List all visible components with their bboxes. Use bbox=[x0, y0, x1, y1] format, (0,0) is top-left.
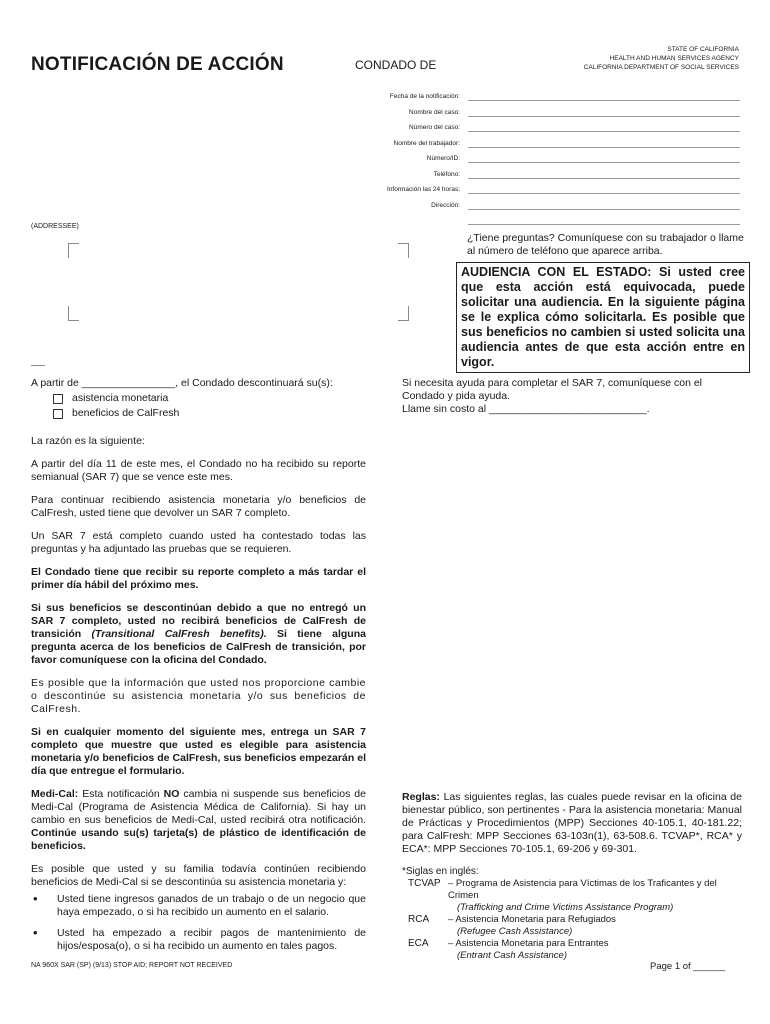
text-run: cambia ni suspende sus beneficios de Medi-Cal (Programa de Asistencia Médica de California). Si hay un cambio en sus beneficios de Medi-Cal, usted recibirá otra notificación. bbox=[31, 788, 366, 826]
field-24h-info[interactable] bbox=[300, 183, 740, 197]
agency-line: STATE OF CALIFORNIA bbox=[667, 46, 739, 53]
field-worker-name[interactable] bbox=[300, 137, 740, 151]
corner-mark bbox=[398, 306, 409, 321]
text-run: (Refugee Cash Assistance) bbox=[457, 926, 573, 937]
notice-title: NOTIFICACIÓN DE ACCIÓN bbox=[31, 54, 284, 75]
acronym-row bbox=[402, 878, 747, 914]
field-address[interactable] bbox=[300, 199, 740, 213]
county-label: CONDADO DE bbox=[355, 58, 437, 72]
checkbox-label: asistencia monetaria bbox=[72, 392, 169, 404]
agency-line: CALIFORNIA DEPARTMENT OF SOCIAL SERVICES bbox=[583, 64, 739, 71]
acronym-row bbox=[402, 914, 747, 938]
checkbox-label: beneficios de CalFresh bbox=[72, 407, 180, 419]
call-text: Llame sin costo al ___________________________. bbox=[402, 403, 650, 415]
paragraph-bold bbox=[31, 602, 366, 667]
text-run: (Entrant Cash Assistance) bbox=[457, 950, 567, 961]
paragraph-bold: Si en cualquier momento del siguiente mes, entrega un SAR 7 completo que muestre que usted es elegible para asistencia monetaria y/o beneficios de CalFresh, sus beneficios empezarán el día que entregue el formulario. bbox=[31, 726, 366, 777]
acronym-code: RCA bbox=[408, 914, 430, 925]
reason-heading: La razón es la siguiente: bbox=[31, 435, 145, 447]
discontinue-intro: A partir de ________________, el Condado descontinuará su(s): bbox=[31, 377, 333, 389]
text-run: Continúe usando su(s) tarjeta(s) de plástico de identificación de beneficios. bbox=[31, 827, 366, 852]
agency-line: HEALTH AND HUMAN SERVICES AGENCY bbox=[609, 55, 739, 62]
field-line bbox=[468, 131, 740, 132]
acronym-desc bbox=[448, 914, 616, 938]
checkbox-cash-aid[interactable] bbox=[53, 392, 366, 405]
text-run: (Trafficking and Crime Victims Assistance Program) bbox=[457, 902, 674, 913]
text-run: Si sus beneficios se descontinúan debido a que no entregó un SAR 7 completo, usted no recibirá beneficios de CalFresh de transición bbox=[31, 602, 366, 640]
field-label: Teléfono: bbox=[433, 171, 460, 178]
addressee-label: (ADDRESSEE) bbox=[31, 223, 79, 230]
field-label: Número/ID: bbox=[426, 155, 460, 162]
field-label: Fecha de la notificación: bbox=[389, 93, 460, 100]
acronyms-block bbox=[402, 866, 747, 962]
text-run: (Transitional CalFresh benefits). bbox=[91, 628, 267, 640]
checkbox-icon[interactable] bbox=[53, 409, 63, 419]
text-run: – Asistencia Monetaria para Entrantes bbox=[448, 938, 609, 949]
field-line bbox=[468, 162, 740, 163]
divider bbox=[31, 365, 45, 366]
acronym-row bbox=[402, 938, 747, 962]
bullet-list bbox=[31, 893, 366, 953]
text-run: NO bbox=[163, 788, 180, 800]
text-run: – Programa de Asistencia para Víctimas de los Traficantes y del Crimen bbox=[448, 878, 717, 901]
text-run: – Asistencia Monetaria para Refugiados bbox=[448, 914, 616, 925]
form-id: NA 960X SAR (SP) (9/13) STOP AID; REPORT NOT RECEIVED bbox=[31, 962, 233, 969]
corner-mark bbox=[398, 243, 409, 258]
corner-mark bbox=[68, 306, 79, 321]
paragraph: Es posible que la información que usted nos proporcione cambie o descontinúe su asistencia monetaria y/o sus beneficios de CalFresh. bbox=[31, 677, 366, 715]
paragraph: Es posible que usted y su familia todavía continúen recibiendo beneficios de Medi-Cal si se descontinúa su asistencia monetaria y: bbox=[31, 863, 366, 888]
text-run: Medi-Cal: bbox=[31, 788, 79, 800]
agency-block bbox=[584, 45, 739, 72]
field-notice-date[interactable] bbox=[300, 90, 740, 104]
field-label: Número del caso: bbox=[409, 124, 460, 131]
field-line bbox=[468, 178, 740, 179]
paragraph: Un SAR 7 está completo cuando usted ha contestado todas las preguntas y ha adjuntado las pruebas que se requieren. bbox=[31, 530, 366, 555]
text-run: Esta notificación bbox=[78, 788, 164, 800]
paragraph: A partir del día 11 de este mes, el Condado no ha recibido su reporte semianual (SAR 7) que se vence este mes. bbox=[31, 458, 366, 483]
questions-text: ¿Tiene preguntas? Comuníquese con su trabajador o llame al número de teléfono que aparece arriba. bbox=[467, 232, 744, 257]
field-line bbox=[468, 209, 740, 210]
right-column bbox=[402, 377, 742, 416]
list-item: • Usted ha empezado a recibir pagos de mantenimiento de hijos/esposa(o), o si ha recibido un aumento en tales pagos. bbox=[31, 927, 366, 953]
field-line bbox=[468, 100, 740, 101]
field-case-number[interactable] bbox=[300, 121, 740, 135]
field-case-name[interactable] bbox=[300, 106, 740, 120]
medical-paragraph bbox=[31, 788, 366, 853]
acronym-code: ECA bbox=[408, 938, 429, 949]
field-label: Nombre del caso: bbox=[409, 109, 460, 116]
list-item: • Usted tiene ingresos ganados de un trabajo o de un negocio que haya empezado, o si ha recibido un aumento en el salario. bbox=[31, 893, 366, 919]
field-worker-id[interactable] bbox=[300, 152, 740, 166]
field-label: Nombre del trabajador: bbox=[393, 140, 460, 147]
acronym-code: TCVAP bbox=[408, 878, 441, 889]
text-run: Las siguientes reglas, las cuales puede revisar en la oficina de bienestar público, son pertinentes - Para la asistencia monetaria: Manual de Prácticas y Procedimientos (MPP) Secciones 40-105.1, 40-181.22; para CalFresh: MPP Secciones 63-103n(1), 63-508.6. TCVAP*, RCA* y ECA*: MPP Secciones 70-105.1, 69-206 y 69-301. bbox=[402, 791, 742, 855]
field-phone[interactable] bbox=[300, 168, 740, 182]
text-run: Reglas: bbox=[402, 791, 440, 803]
checkbox-icon[interactable] bbox=[53, 394, 63, 404]
page-number: Page 1 of ______ bbox=[650, 961, 726, 972]
checkbox-calfresh[interactable] bbox=[53, 407, 366, 420]
state-hearing-box: AUDIENCIA CON EL ESTADO: Si usted cree que esta acción está equivocada, puede solicitar una audiencia. En la siguiente página se le explica cómo solicitarla. Es posible que sus beneficios no cambien si usted solicita una audiencia antes de que esta acción entre en vigor. bbox=[456, 262, 750, 373]
field-label: Información las 24 horas: bbox=[387, 186, 460, 193]
left-column bbox=[31, 377, 366, 961]
field-line bbox=[468, 224, 740, 225]
paragraph-bold: El Condado tiene que recibir su reporte completo a más tardar el primer día hábil del próximo mes. bbox=[31, 566, 366, 591]
rules-paragraph bbox=[402, 791, 742, 856]
acronym-desc bbox=[448, 938, 609, 962]
acronyms-heading: *Siglas en inglés: bbox=[402, 866, 479, 877]
acronym-desc bbox=[448, 878, 747, 914]
field-line bbox=[468, 193, 740, 194]
field-line bbox=[468, 116, 740, 117]
corner-mark bbox=[68, 243, 79, 258]
help-text: Si necesita ayuda para completar el SAR 7, comuníquese con el Condado y pida ayuda. bbox=[402, 377, 703, 402]
text-run: Si tiene alguna pregunta acerca de los beneficios de CalFresh de transición, por favor comuníquese con la oficina del Condado. bbox=[31, 628, 366, 666]
field-label: Dirección: bbox=[431, 202, 460, 209]
paragraph: Para continuar recibiendo asistencia monetaria y/o beneficios de CalFresh, usted tiene que devolver un SAR 7 completo. bbox=[31, 494, 366, 519]
field-line bbox=[468, 147, 740, 148]
